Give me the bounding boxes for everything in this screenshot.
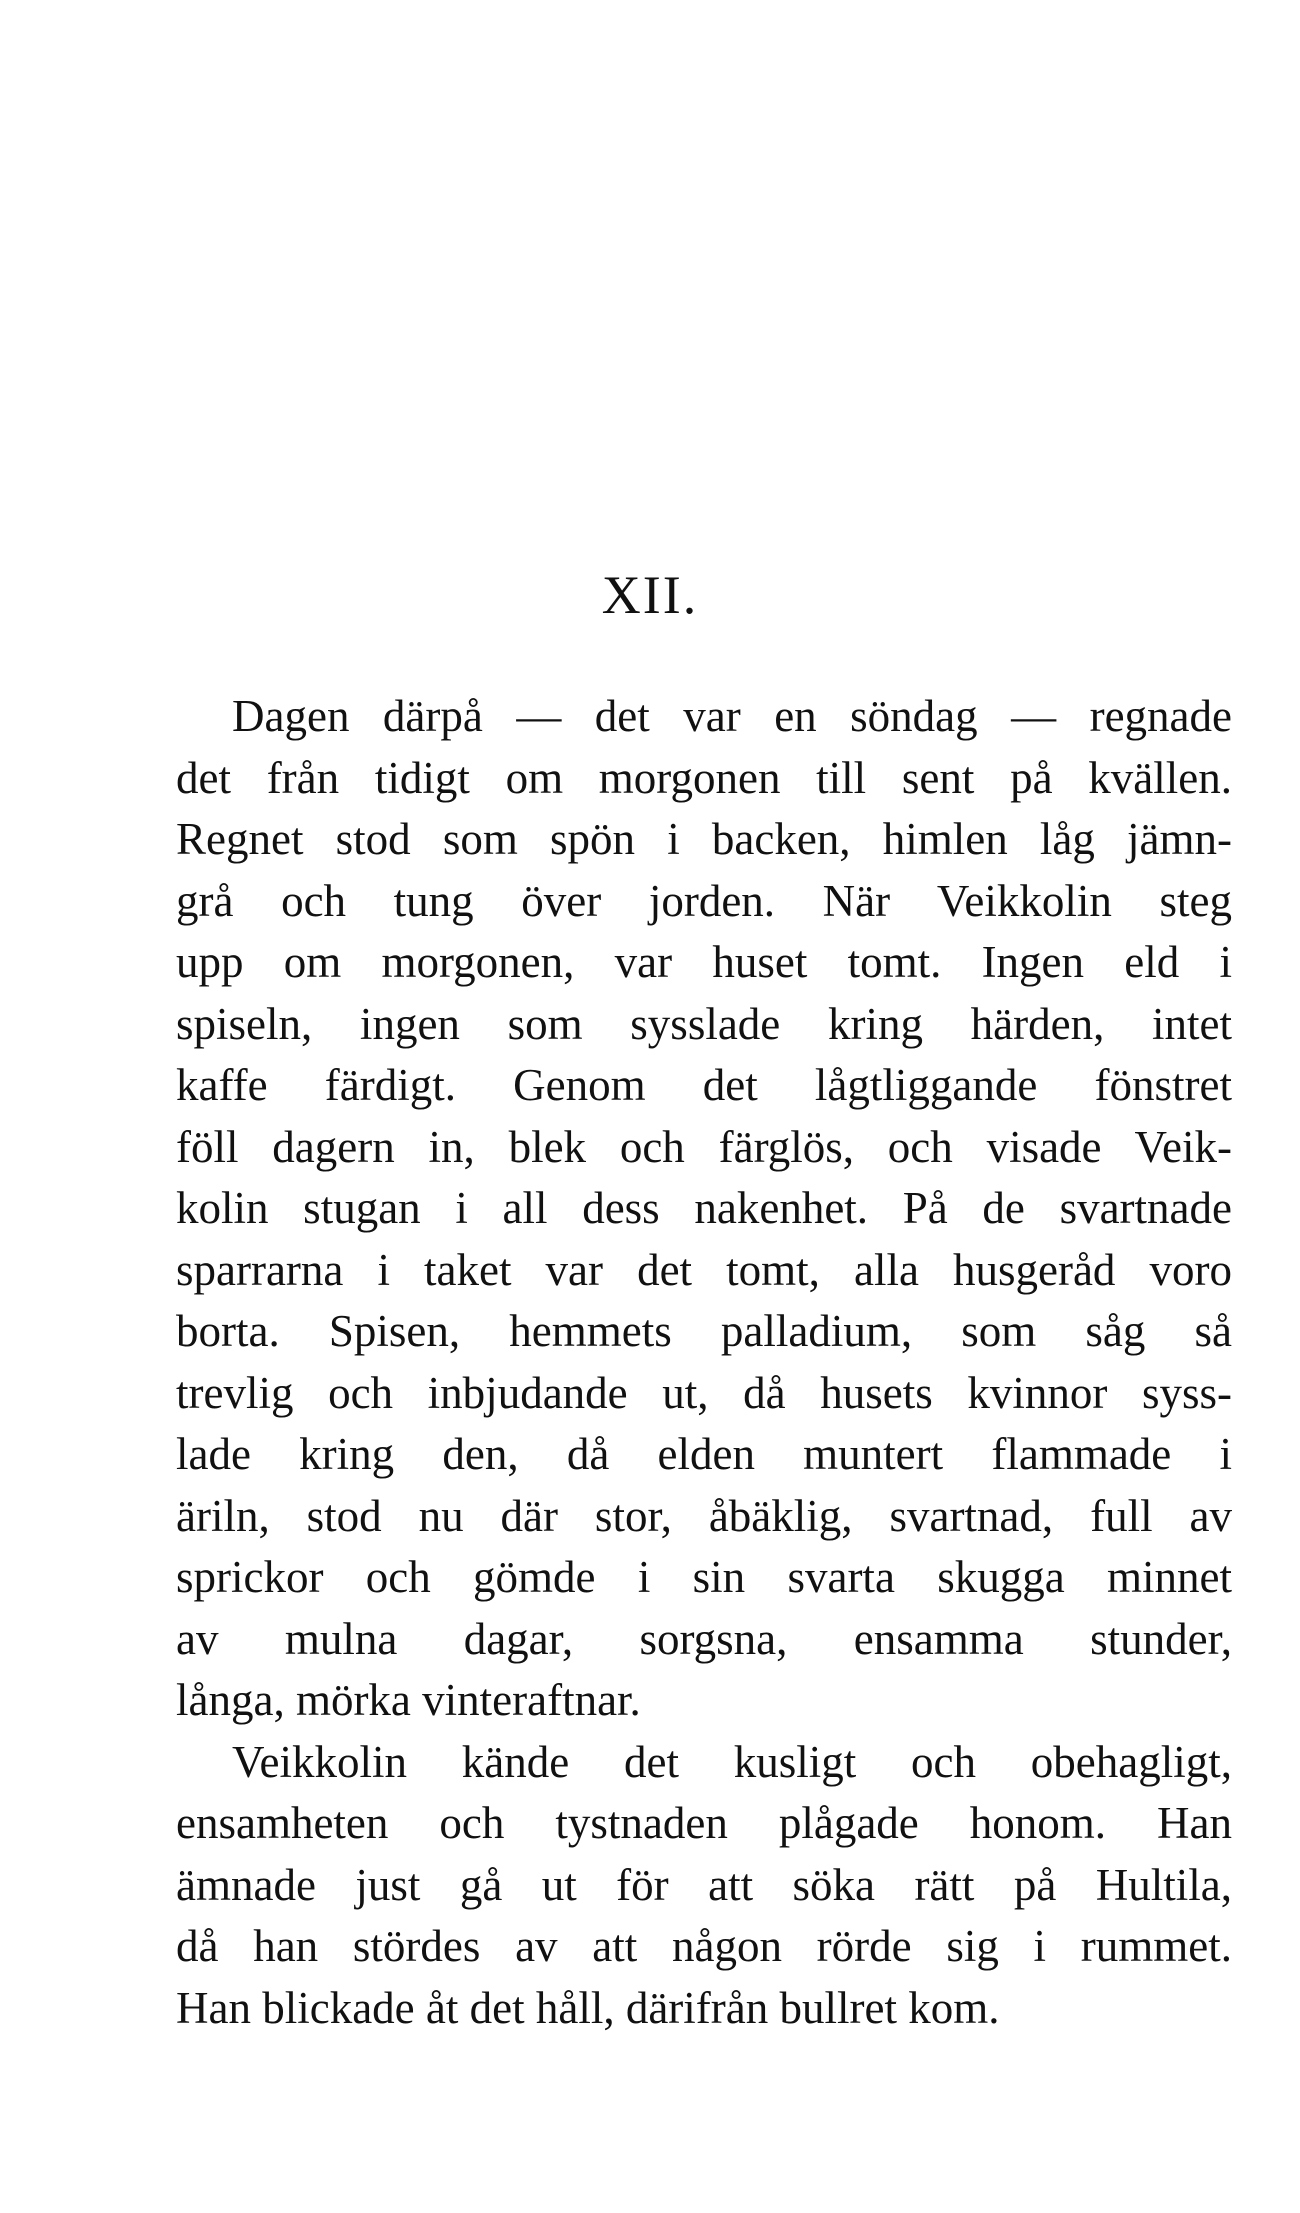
chapter-title: XII. <box>601 565 699 625</box>
text-line: Veikkolin kände det kusligt och obehagligt, <box>232 1736 1232 1787</box>
text-line: äriln, stod nu där stor, åbäklig, svartnad, full av <box>176 1490 1232 1541</box>
text-line: upp om morgonen, var huset tomt. Ingen eld i <box>176 937 1232 987</box>
text-line: då han stördes av att någon rörde sig i rummet. <box>176 1921 1232 1971</box>
text-line: av mulna dagar, sorgsna, ensamma stunder, <box>176 1613 1232 1664</box>
text-line: spiseln, ingen som sysslade kring härden, intet <box>176 998 1232 1049</box>
text-line: grå och tung över jorden. När Veikkolin steg <box>176 875 1232 926</box>
text-line: långa, mörka vinteraftnar. <box>176 1675 641 1725</box>
text-line: borta. Spisen, hemmets palladium, som såg så <box>176 1306 1232 1356</box>
text-line: Regnet stod som spön i backen, himlen låg jämn- <box>176 814 1232 864</box>
chapter-body <box>176 686 1232 2039</box>
text-line: lade kring den, då elden muntert flammade i <box>176 1429 1232 1479</box>
text-line: det från tidigt om morgonen till sent på kvällen. <box>176 752 1232 803</box>
paragraph-1 <box>176 686 1232 1732</box>
text-line: ämnade just gå ut för att söka rätt på Hultila, <box>176 1859 1232 1910</box>
text-line: trevlig och inbjudande ut, då husets kvinnor syss- <box>176 1367 1232 1418</box>
paragraph-2 <box>176 1732 1232 2040</box>
text-line: kolin stugan i all dess nakenhet. På de svartnade <box>176 1183 1232 1233</box>
text-line: Dagen därpå — det var en söndag — regnade <box>232 691 1232 741</box>
text-line: föll dagern in, blek och färglös, och visade Veik- <box>176 1121 1232 1172</box>
text-line: ensamheten och tystnaden plågade honom. Han <box>176 1798 1232 1848</box>
text-line: sprickor och gömde i sin svarta skugga minnet <box>176 1552 1232 1602</box>
text-line: kaffe färdigt. Genom det lågtliggande fönstret <box>176 1060 1232 1110</box>
text-line: Han blickade åt det håll, därifrån bullret kom. <box>176 1982 1000 2033</box>
text-line: sparrarna i taket var det tomt, alla husgeråd voro <box>176 1244 1232 1295</box>
